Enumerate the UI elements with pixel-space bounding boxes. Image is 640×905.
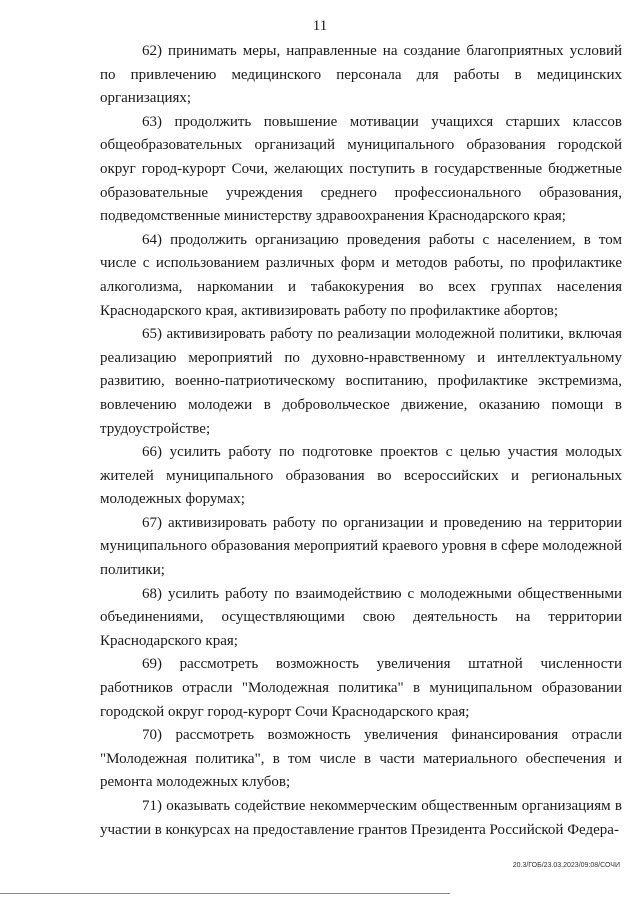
paragraph-67: 67) активизировать работу по организации и проведению на территории муниципального образования мероприятий краевого уровня в сфере молодежной политики; — [100, 514, 622, 579]
paragraph-62: 62) принимать меры, направленные на создание благоприятных условий по привлечению медицинского персонала для работы в медицинских организациях; — [100, 43, 622, 107]
paragraph-69: 69) рассмотреть возможность увеличения штатной численности работников отрасли "Молодежная политика" в муниципальном образовании городской округ город-курорт Сочи Краснодарского края; — [100, 656, 622, 720]
paragraph-64: 64) продолжить организацию проведения работы с населением, в том числе с использованием различных форм и методов работы, по профилактике алкоголизма, наркомании и табакокурения во всех группах населения Краснодарского края, активизировать работу по профилактике абортов; — [100, 231, 622, 319]
paragraph-65: 65) активизировать работу по реализации молодежной политики, включая реализацию мероприятий по духовно-нравственному и интеллектуальному развитию, военно-патриотическому воспитанию, профилактике экстремизма, вовлечению молодежи в добровольческое движение, оказанию помощи в трудоустройстве; — [100, 326, 622, 437]
document-stamp: 20.3/ГОБ/23.03.2023/09:08/СОЧИ — [512, 862, 620, 869]
paragraph-66: 66) усилить работу по подготовке проектов с целью участия молодых жителей муниципального образования во всероссийских и региональных молодежных форумах; — [100, 444, 622, 508]
paragraph-63: 63) продолжить повышение мотивации учащихся старших классов общеобразовательных организаций муниципального образования городской округ город-курорт Сочи, желающих поступить в государственные бюджетные образовательные учреждения среднего профессионального образования, подведомственные министерству здравоохранения Краснодарского края; — [100, 113, 622, 225]
paragraph-71: 71) оказывать содействие некоммерческим общественным организациям в участии в конкурсах на предоставление грантов Президента Российской Федера- — [100, 798, 622, 838]
paragraph-68: 68) усилить работу по взаимодействию с молодежными общественными объединениями, осуществляющими свою деятельность на территории Краснодарского края; — [100, 585, 622, 649]
page-number: 11 — [312, 18, 328, 34]
paragraph-70: 70) рассмотреть возможность увеличения финансирования отрасли "Молодежная политика", в том числе в части материального обеспечения и ремонта молодежных клубов; — [100, 727, 622, 791]
bottom-divider — [0, 893, 450, 894]
document-body — [100, 40, 622, 842]
